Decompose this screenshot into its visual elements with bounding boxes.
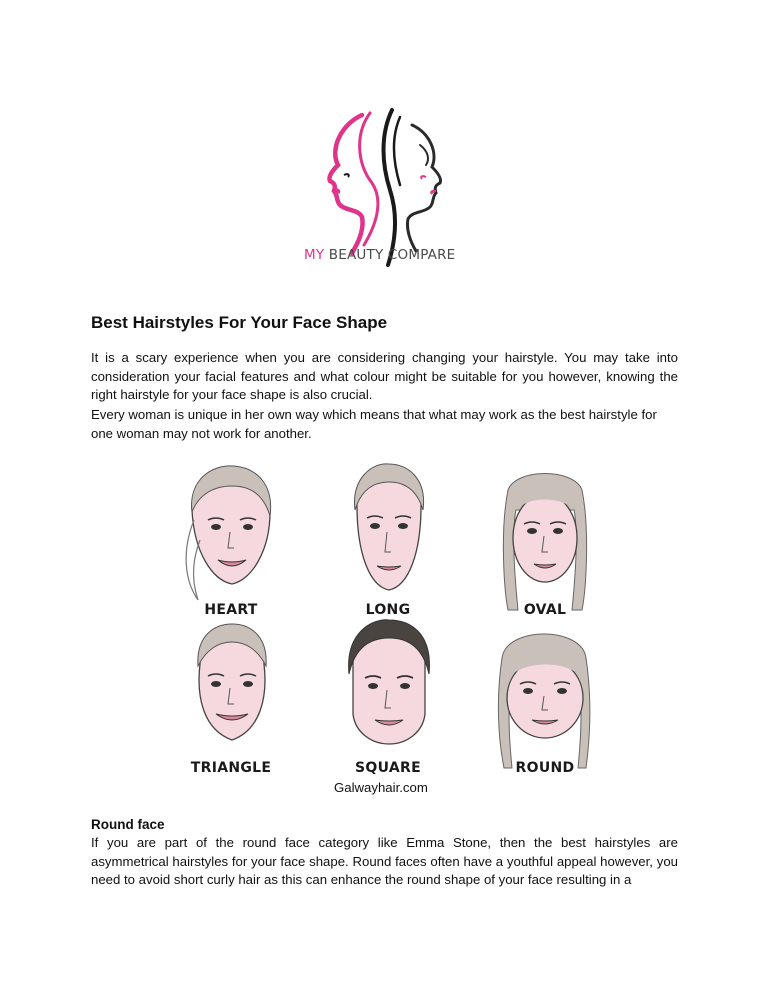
face-card-round — [486, 618, 604, 778]
round-face-illustration-icon — [486, 618, 604, 778]
intro-paragraph-2: Every woman is unique in her own way which means that what may work as the best hairstyle for one woman may not work for another. — [91, 407, 657, 441]
logo-text-my: MY — [304, 247, 325, 263]
article-title: Best Hairstyles For Your Face Shape — [91, 313, 388, 332]
heart-face-illustration-icon — [172, 460, 290, 620]
face-shapes-illustration — [172, 460, 604, 780]
triangle-face-illustration-icon — [172, 618, 290, 778]
face-label-triangle: TRIANGLE — [190, 760, 272, 776]
face-label-round: ROUND — [515, 760, 575, 776]
face-card-heart — [172, 460, 290, 620]
logo-text-rest: BEAUTY COMPARE — [328, 247, 456, 263]
face-card-triangle — [172, 618, 290, 778]
face-card-square — [329, 618, 447, 778]
long-face-illustration-icon — [329, 460, 447, 620]
face-label-long: LONG — [365, 602, 411, 618]
brand-logo-icon — [300, 105, 470, 270]
image-caption: Galwayhair.com — [334, 780, 428, 795]
square-face-illustration-icon — [329, 618, 447, 778]
intro-paragraph: It is a scary experience when you are considering changing your hairstyle. You may take into consideration your facial features and what colour might be suitable for you however, knowing the right hairstyle for your face shape is also crucial. — [91, 350, 678, 402]
face-label-oval: OVAL — [523, 602, 567, 618]
face-card-long — [329, 460, 447, 620]
face-card-oval — [486, 460, 604, 620]
oval-face-illustration-icon — [486, 460, 604, 620]
face-label-heart: HEART — [204, 602, 258, 618]
face-label-square: SQUARE — [355, 760, 421, 776]
section-title: Round face — [91, 817, 165, 832]
brand-logo-text — [304, 247, 466, 263]
section-paragraph: If you are part of the round face category like Emma Stone, then the best hairstyles are asymmetrical hairstyles for your face shape. Round faces often have a youthful appeal however, you need to avoid short curly hair as this can enhance the round shape of your face resulting in a — [91, 835, 678, 887]
